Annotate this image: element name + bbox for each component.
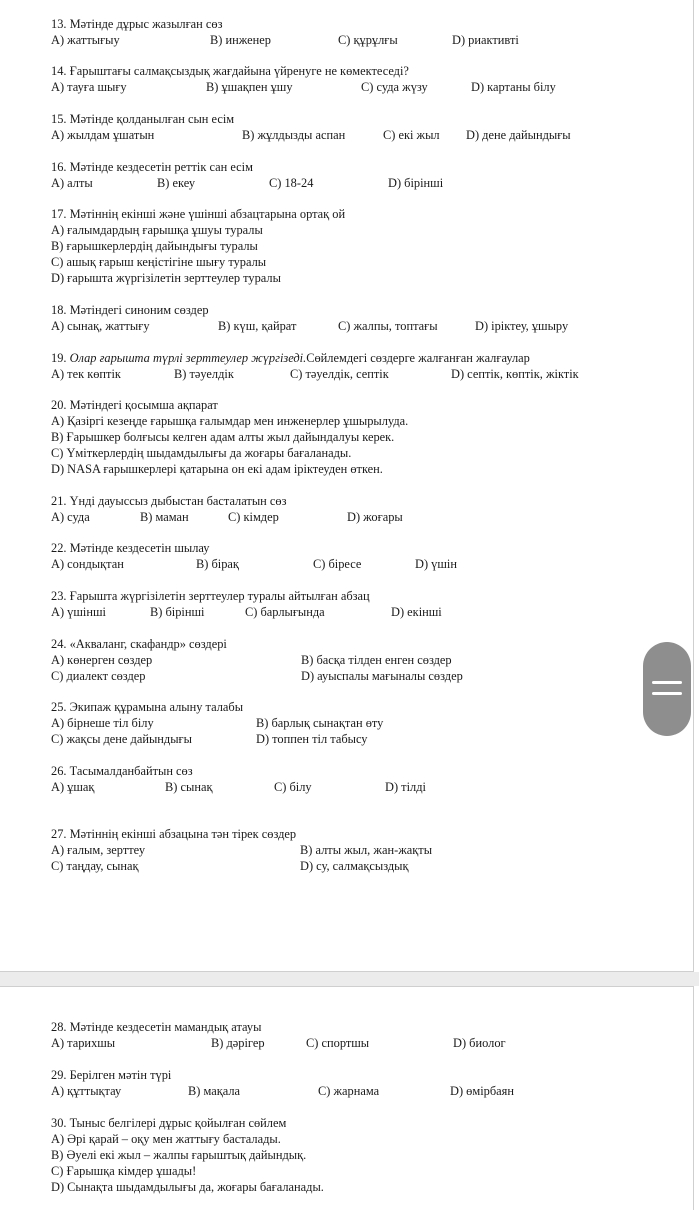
option-b: B) сынақ — [165, 780, 213, 794]
options-row — [51, 556, 671, 572]
question-28 — [51, 1019, 671, 1051]
question-19 — [51, 350, 671, 382]
question-30 — [51, 1115, 671, 1195]
question-stem: 14. Ғарыштағы салмақсыздық жағдайына үйренуге не көмектеседі? — [51, 64, 409, 78]
option-c: C) диалект сөздер — [51, 669, 146, 683]
question-stem: 24. «Акваланг, скафандр» сөздері — [51, 637, 227, 651]
question-20 — [51, 397, 671, 477]
question-23 — [51, 588, 671, 620]
question-stem — [51, 350, 671, 366]
option-a: A) алты — [51, 176, 93, 190]
options-row — [51, 842, 671, 858]
options-row — [51, 127, 671, 143]
option-c: C) Ғарышқа кімдер ұшады! — [51, 1164, 197, 1178]
option-d: D) топпен тіл табысу — [256, 732, 368, 746]
option-d: D) ғарышта жүргізілетін зерттеулер туралы — [51, 271, 281, 285]
question-27 — [51, 826, 671, 874]
question-stem: 20. Мәтіндегі қосымша ақпарат — [51, 398, 218, 412]
options-row — [51, 79, 671, 95]
option-a: A) жаттығыу — [51, 33, 120, 47]
options-row — [51, 32, 671, 48]
option-a: A) ұшақ — [51, 780, 95, 794]
question-26 — [51, 763, 671, 795]
option-c: C) тәуелдік, септік — [290, 367, 389, 381]
option-d: D) өмірбаян — [450, 1084, 514, 1098]
option-a: A) жылдам ұшатын — [51, 128, 155, 142]
option-b: B) тәуелдік — [174, 367, 234, 381]
question-24 — [51, 636, 671, 684]
question-stem: 17. Мәтіннің екінші және үшінші абзацтарына ортақ ой — [51, 207, 346, 221]
question-stem: 30. Тыныс белгілері дұрыс қойылған сөйлем — [51, 1116, 287, 1130]
options-row — [51, 715, 671, 731]
options-row — [51, 175, 671, 191]
option-d: D) биолог — [453, 1036, 506, 1050]
option-b: B) жұлдызды аспан — [242, 128, 346, 142]
question-stem: 13. Мәтінде дұрыс жазылған сөз — [51, 17, 223, 31]
option-a: A) Әрі қарай – оқу мен жаттығу басталады. — [51, 1132, 281, 1146]
options-row — [51, 779, 671, 795]
question-14 — [51, 63, 671, 95]
option-b: B) мақала — [188, 1084, 241, 1098]
option-c: C) 18-24 — [269, 176, 314, 190]
options-row — [51, 366, 671, 382]
option-d: D) үшін — [415, 557, 457, 571]
options-row — [51, 652, 671, 668]
option-c: C) спортшы — [306, 1036, 370, 1050]
option-d: D) екінші — [391, 605, 442, 619]
option-d: D) NASA ғарышкерлері қатарына он екі адам іріктеуден өткен. — [51, 462, 383, 476]
options-row — [51, 604, 671, 620]
option-a: A) бірнеше тіл білу — [51, 716, 154, 730]
option-b: B) барлық сынақтан өту — [256, 716, 384, 730]
option-b: B) бірінші — [150, 605, 205, 619]
option-d: D) су, салмақсыздық — [300, 859, 409, 873]
option-c: C) жалпы, топтағы — [338, 319, 438, 333]
options-row — [51, 731, 671, 747]
option-a: A) тек көптік — [51, 367, 121, 381]
option-b: B) дәрігер — [211, 1036, 265, 1050]
question-17 — [51, 206, 671, 286]
stem-prompt: Сөйлемдегі сөздерге жалғанған жалғаулар — [306, 351, 530, 365]
option-a: A) сынақ, жаттығу — [51, 319, 150, 333]
options-row — [51, 1083, 671, 1099]
option-c: C) таңдау, сынақ — [51, 859, 139, 873]
option-b: B) бірақ — [196, 557, 239, 571]
question-stem: 23. Ғарышта жүргізілетін зерттеулер туралы айтылған абзац — [51, 589, 370, 603]
option-b: B) күш, қайрат — [218, 319, 297, 333]
option-a: A) көнерген сөздер — [51, 653, 153, 667]
option-c: C) Үміткерлердің шыдамдылығы да жоғары бағаланады. — [51, 446, 352, 460]
option-c: C) барлығында — [245, 605, 325, 619]
option-a: A) ғалым, зерттеу — [51, 843, 146, 857]
options-row — [51, 318, 671, 334]
option-c: C) біресе — [313, 557, 362, 571]
option-a: A) Қазіргі кезеңде ғарышқа ғалымдар мен инженерлер ұшырылуда. — [51, 414, 409, 428]
option-c: C) жақсы дене дайындығы — [51, 732, 192, 746]
stem-example-sentence: Олар ғарышта түрлі зерттеулер жүргізеді. — [69, 351, 307, 365]
options-row — [51, 509, 671, 525]
option-b: B) инженер — [210, 33, 271, 47]
question-stem: 21. Үнді дауыссыз дыбыстан басталатын сөз — [51, 494, 287, 508]
options-row — [51, 858, 671, 874]
option-c: C) білу — [274, 780, 312, 794]
question-stem: 29. Берілген мәтін түрі — [51, 1068, 172, 1082]
option-b: B) Ғарышкер болғысы келген адам алты жыл дайындалуы керек. — [51, 430, 395, 444]
options-row — [51, 668, 671, 684]
option-b: B) Әуелі екі жыл – жалпы ғарыштық дайындық. — [51, 1148, 307, 1162]
option-b: B) басқа тілден енген сөздер — [301, 653, 452, 667]
option-a: A) құттықтау — [51, 1084, 122, 1098]
option-d: D) Сынақта шыдамдылығы да, жоғары бағаланады. — [51, 1180, 324, 1194]
question-stem: 27. Мәтіннің екінші абзацына тән тірек сөздер — [51, 827, 297, 841]
option-b: B) ұшақпен ұшу — [206, 80, 293, 94]
option-d: D) жоғары — [347, 510, 403, 524]
question-18 — [51, 302, 671, 334]
page-gap — [0, 972, 699, 986]
question-21 — [51, 493, 671, 525]
option-b: B) ғарышкерлердің дайындығы туралы — [51, 239, 258, 253]
question-stem: 25. Экипаж құрамына алыну талабы — [51, 700, 244, 714]
option-a: A) тауға шығу — [51, 80, 127, 94]
question-stem: 22. Мәтінде кездесетін шылау — [51, 541, 210, 555]
question-16 — [51, 159, 671, 191]
option-a: A) суда — [51, 510, 90, 524]
question-29 — [51, 1067, 671, 1099]
option-b: B) маман — [140, 510, 189, 524]
option-c: C) жарнама — [318, 1084, 380, 1098]
option-d: D) картаны білу — [471, 80, 556, 94]
page-sheet-2 — [0, 986, 694, 1210]
question-25 — [51, 699, 671, 747]
option-c: C) екі жыл — [383, 128, 440, 142]
option-c: C) кімдер — [228, 510, 279, 524]
question-stem: 18. Мәтіндегі синоним сөздер — [51, 303, 209, 317]
question-22 — [51, 540, 671, 572]
option-d: D) риактивті — [452, 33, 519, 47]
option-d: D) дене дайындығы — [466, 128, 571, 142]
stem-number: 19. — [51, 351, 70, 365]
question-stem: 28. Мәтінде кездесетін мамандық атауы — [51, 1020, 262, 1034]
option-b: B) алты жыл, жан-жақты — [300, 843, 433, 857]
option-a: A) үшінші — [51, 605, 106, 619]
option-d: D) бірінші — [388, 176, 444, 190]
option-a: A) ғалымдардың ғарышқа ұшуы туралы — [51, 223, 263, 237]
option-c: C) ашық ғарыш кеңістігіне шығу туралы — [51, 255, 267, 269]
question-15 — [51, 111, 671, 143]
option-d: D) іріктеу, ұшыру — [475, 319, 569, 333]
option-a: A) сондықтан — [51, 557, 124, 571]
option-c: C) құрұлғы — [338, 33, 398, 47]
option-d: D) ауыспалы мағыналы сөздер — [301, 669, 463, 683]
option-b: B) екеу — [157, 176, 196, 190]
option-d: D) септік, көптік, жіктік — [451, 367, 579, 381]
question-13 — [51, 16, 671, 48]
option-a: A) тарихшы — [51, 1036, 116, 1050]
scroll-handle[interactable] — [643, 642, 691, 736]
option-c: C) суда жүзу — [361, 80, 428, 94]
question-stem: 15. Мәтінде қолданылған сын есім — [51, 112, 235, 126]
options-row — [51, 1035, 671, 1051]
question-stem: 16. Мәтінде кездесетін реттік сан есім — [51, 160, 253, 174]
question-stem: 26. Тасымалданбайтын сөз — [51, 764, 193, 778]
option-d: D) тілді — [385, 780, 426, 794]
